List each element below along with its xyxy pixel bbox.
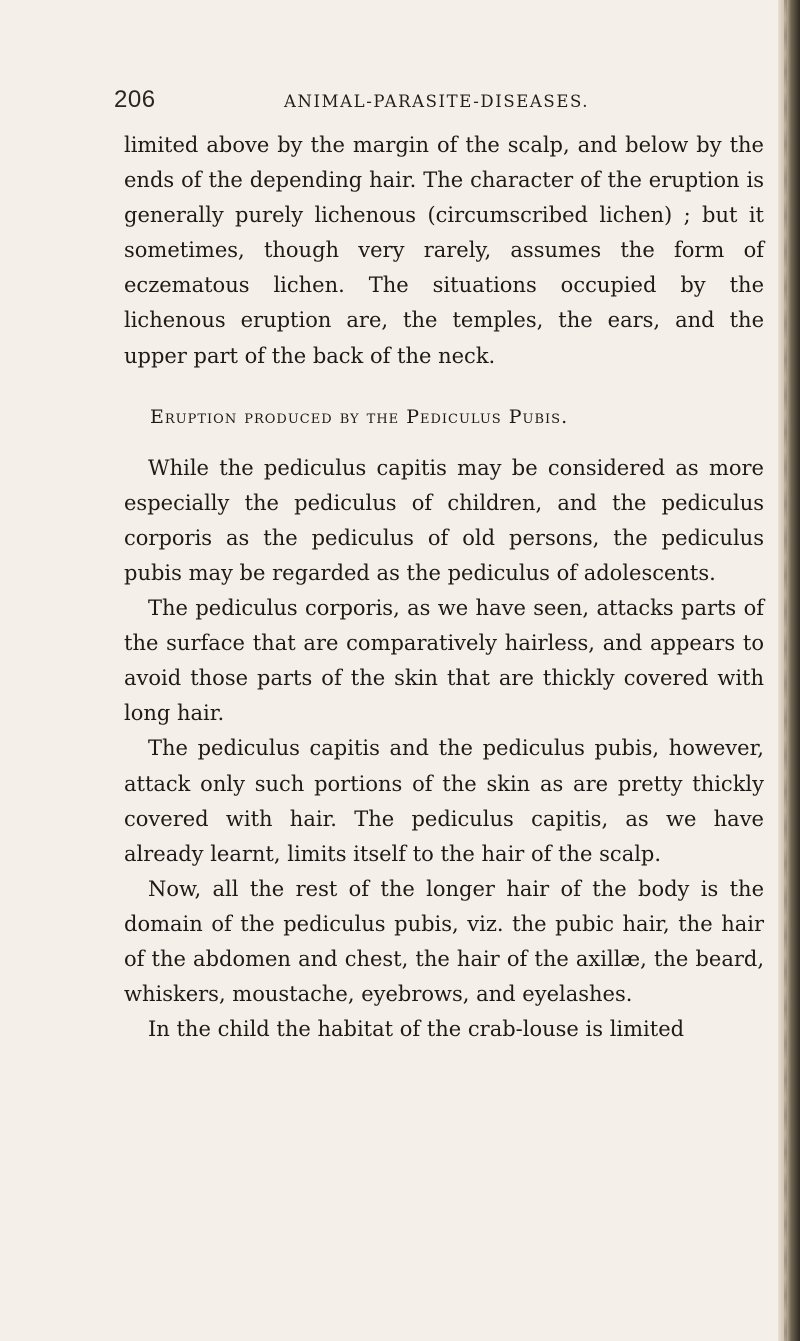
- paragraph: In the child the habitat of the crab-louse is limited: [148, 1017, 685, 1042]
- page-header: [114, 86, 774, 118]
- page-spine-shadow: [778, 0, 800, 1341]
- page-number: 206: [114, 86, 156, 113]
- running-head: ANIMAL-PARASITE-DISEASES.: [284, 92, 590, 111]
- paragraph: The pediculus corporis, as we have seen, attacks parts of the surface that are comparatively hairless, and appears to avoid those parts of the skin that are thickly covered with long hair.: [124, 596, 764, 726]
- paragraph-continuation: limited above by the margin of the scalp, and below by the ends of the depending hair. The character of the eruption is generally purely lichenous (circumscribed lichen) ; but it sometimes, though very rarely, assumes the form of eczematous lichen. The situations occupied by the lichenous eruption are, the temples, the ears, and the upper part of the back of the neck.: [124, 133, 764, 368]
- section-heading: Eruption produced by the Pediculus Pubis.: [150, 405, 569, 428]
- body-text: [124, 128, 764, 1047]
- paragraph: The pediculus capitis and the pediculus pubis, however, attack only such portions of the skin as are pretty thickly covered with hair. The pediculus capitis, as we have already learnt, limits itself to the hair of the scalp.: [124, 736, 764, 866]
- paragraph: Now, all the rest of the longer hair of the body is the domain of the pediculus pubis, viz. the pubic hair, the hair of the abdomen and chest, the hair of the axillæ, the beard, whiskers, moustache, eyebrows, and eyelashes.: [124, 876, 764, 1007]
- paragraph: While the pediculus capitis may be considered as more especially the pediculus of children, and the pediculus corporis as the pediculus of old persons, the pediculus pubis may be regarded as the pediculus of adolescents.: [124, 455, 764, 585]
